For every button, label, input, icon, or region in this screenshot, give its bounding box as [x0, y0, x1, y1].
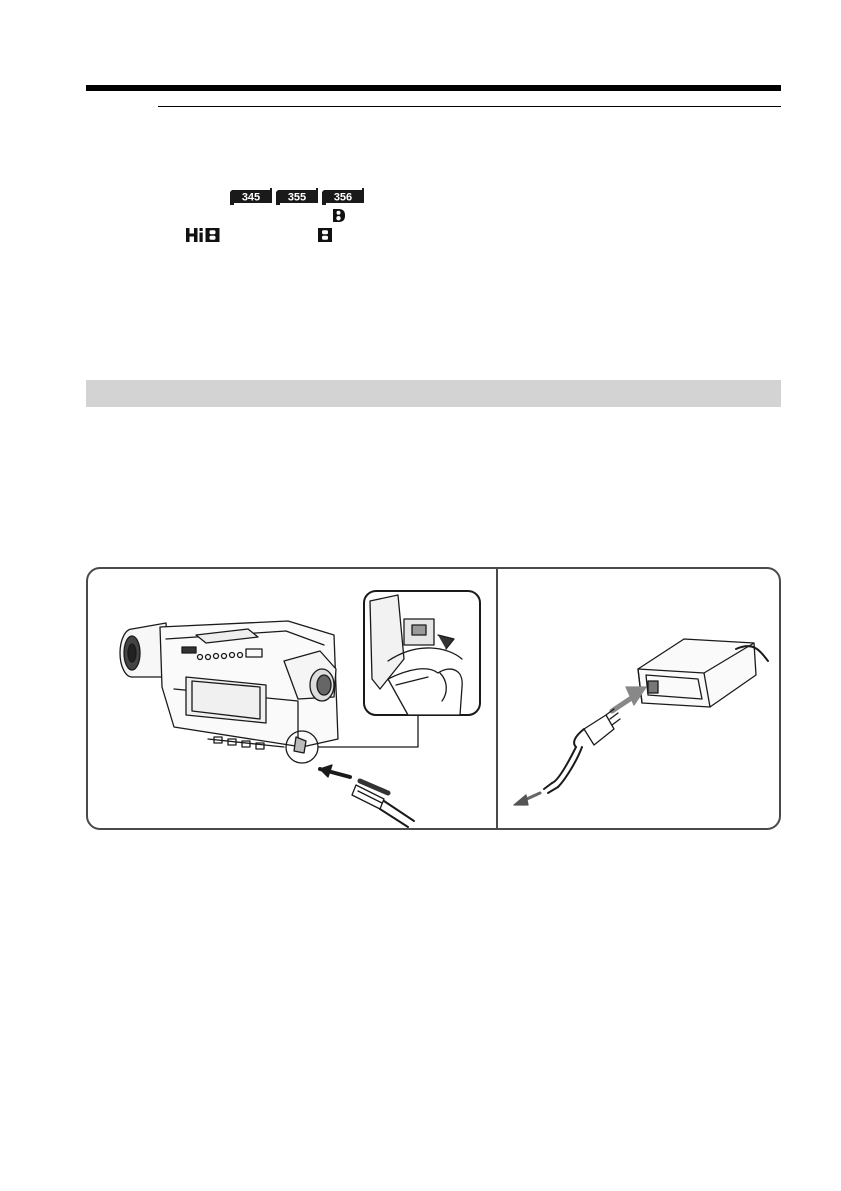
top-heavy-rule: [86, 85, 781, 91]
ac-adaptor-illustration: [498, 569, 779, 827]
jack-detail-inset: [364, 591, 480, 715]
top-thin-rule: [158, 106, 781, 107]
dc-plug-icon: [320, 765, 414, 827]
section-header-bar: [86, 380, 781, 407]
hi8-logo-icon: [186, 227, 230, 243]
model-badge-355: [276, 188, 318, 205]
camcorder-illustration: [88, 569, 496, 827]
model-badge-356: [322, 188, 364, 205]
digital8-logo-icon: [332, 208, 346, 223]
video8-logo-icon: [318, 227, 332, 243]
mains-plug-icon: [552, 709, 620, 787]
ac-adaptor-icon: [638, 639, 768, 707]
connection-illustration-frame: [86, 567, 781, 830]
model-badge-label: 356: [333, 191, 353, 204]
model-badge-345: [230, 188, 272, 205]
model-badge-label: 345: [241, 191, 261, 204]
model-badge-label: 355: [287, 191, 307, 204]
